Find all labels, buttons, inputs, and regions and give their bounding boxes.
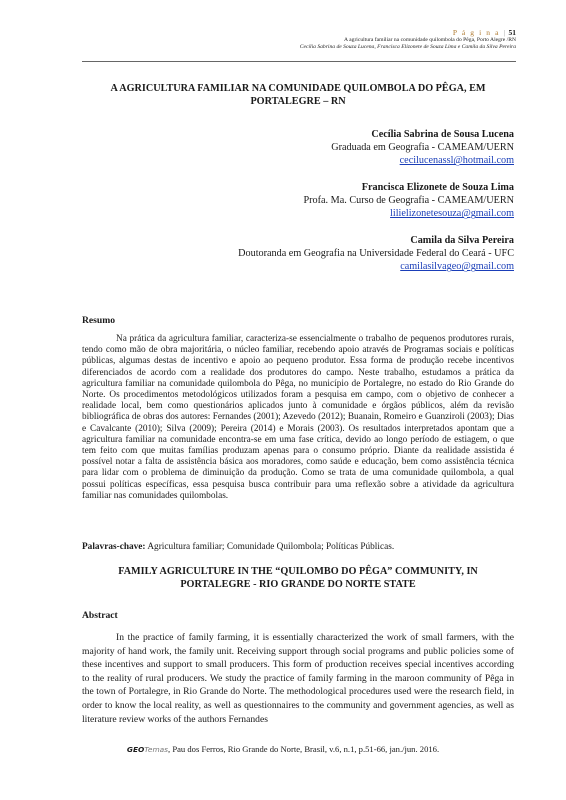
author-email-link[interactable]: cecilucenassl@hotmail.com: [399, 155, 514, 167]
logo-main: GEO: [126, 745, 145, 754]
title-english: [82, 565, 514, 591]
author-affiliation: Doutoranda em Geografia na Universidade Federal do Ceará - UFC: [238, 248, 514, 260]
title-pt-line1: A AGRICULTURA FAMILIAR NA COMUNIDADE QUILOMBOLA DO PÊGA, EM: [110, 83, 486, 94]
keywords-label: Palavras-chave:: [82, 542, 146, 552]
author-block-3: [238, 234, 514, 274]
title-pt-line2: PORTALEGRE – RN: [250, 96, 346, 107]
logo-tail: Temas: [144, 745, 169, 754]
abstract-heading: Abstract: [82, 610, 118, 621]
resumo-heading: Resumo: [82, 315, 116, 326]
page-number: 51: [508, 28, 516, 37]
title-en-line2: PORTALEGRE - RIO GRANDE DO NORTE STATE: [180, 579, 416, 590]
author-block-1: [331, 128, 514, 168]
author-affiliation: Profa. Ma. Curso de Geografia - CAMEAM/UERN: [303, 195, 514, 207]
page-footer: [0, 744, 566, 754]
page-separator: |: [503, 28, 506, 37]
journal-logo: [127, 745, 168, 754]
page-indicator: [300, 28, 516, 37]
header-divider: [82, 61, 516, 62]
keywords-text: Agricultura familiar; Comunidade Quilombola; Políticas Públicas.: [147, 542, 395, 552]
page-label: P á g i n a: [452, 28, 501, 37]
resumo-body: Na prática da agricultura familiar, caracteriza-se essencialmente o trabalho de pequenos produtores rurais, tendo como mão de obra majoritária, o núcleo familiar, recebendo apoio através de Programas sociais e políticas públicas, algumas destas de incentivo e apoio ao pequeno produtor. Essa forma de produção recebe incentivos diferenciados de acordo com a realidade dos produtores do campo. Neste trabalho, estudamos a prática da agricultura familiar na comunidade quilombola do Pêga, no município de Portalegre, no estado do Rio Grande do Norte. Os procedimentos metodológicos utilizados foram a pesquisa em campo, com o objetivo de conhecer a realidade local, bem como questionários aplicados junto à comunidade e órgãos públicos, além da revisão bibliográfica de obras dos autores: Fernandes (2001); Azevedo (2012); Buanain, Romeiro e Guanziroli (2003); Dias e Cavalcante (2010); Silva (2009); Pereira (2014) e Morais (2003). Os resultados interpretados apontam que a agricultura familiar na comunidade encontra-se em uma fase crítica, devido ao longo período de estiagem, o que tem feito com que muitas famílias produzam apenas para o consumo próprio. Diante da realidade assistida é possível notar a falta de assistência básica aos moradores, como saúde e educação, bem como assistência técnica para lidar com o problema de diminuição da produção. Como se trata de uma comunidade quilombola, a qual possui políticas específicas, essa pesquisa busca contribuir para uma reflexão sobre a atividade da agricultura familiar nas comunidades quilombolas.: [82, 334, 514, 501]
author-name: Francisca Elizonete de Souza Lima: [361, 182, 514, 193]
title-en-line1: FAMILY AGRICULTURE IN THE “QUILOMBO DO PÊGA” COMMUNITY, IN: [118, 566, 478, 577]
author-affiliation: Graduada em Geografia - CAMEAM/UERN: [331, 142, 514, 154]
author-name: Camila da Silva Pereira: [410, 235, 514, 246]
running-header: [300, 28, 516, 51]
author-name: Cecília Sabrina de Sousa Lucena: [371, 129, 514, 140]
abstract-body: In the practice of family farming, it is essentially characterized the work of small farmers, with the majority of hand work, the family unit. Receiving support through social programs and public policies some of these incentives and support to small producers. This form of production receives special incentives according to the reality of rural producers. We study the practice of family farming in the maroon community of Pêga in the town of Portalegre, in Rio Grande do Norte. The methodological procedures used were the research field, in order to know the local reality, as well as questionnaires to the community and government agencies, as well as literature review works of the authors Fernandes: [82, 632, 514, 725]
title-portuguese: [82, 82, 514, 108]
header-authors: Cecília Sabrina de Souza Lucena, Francisca Elizonete de Souza Lima e Camila da Silva Pereira: [299, 44, 516, 50]
author-email-link[interactable]: lilielizonetesouza@gmail.com: [390, 208, 514, 220]
footer-citation: , Pau dos Ferros, Rio Grande do Norte, Brasil, v.6, n.1, p.51-66, jan./jun. 2016.: [168, 744, 440, 754]
header-article-title: A agricultura familiar na comunidade quilombola do Pêga, Porto Alegre /RN: [344, 37, 516, 43]
author-block-2: [303, 181, 514, 221]
keywords-line: [82, 542, 514, 552]
author-email-link[interactable]: camilasilvageo@gmail.com: [400, 261, 514, 273]
